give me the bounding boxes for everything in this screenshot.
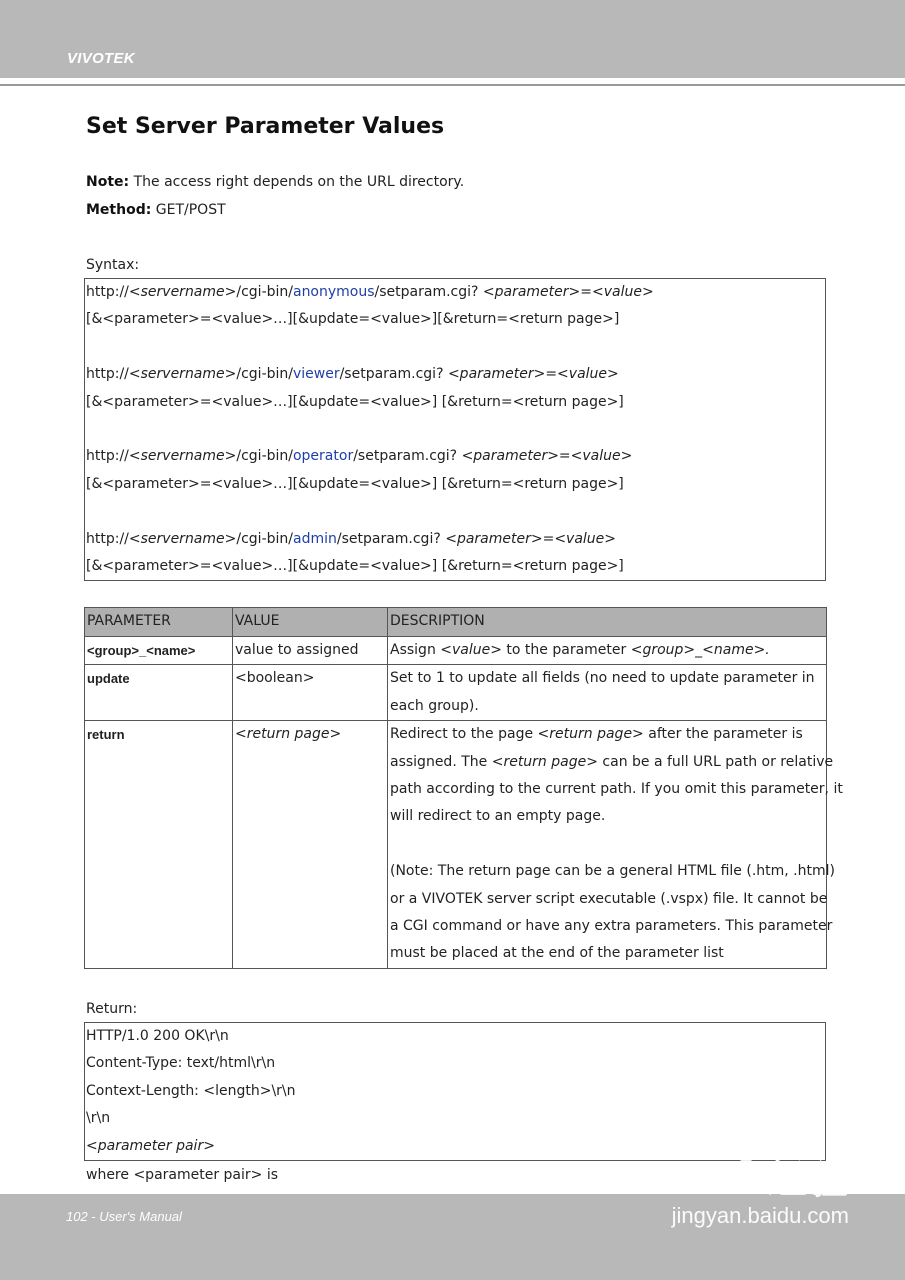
syntax-url-viewer: http://<servername>/cgi-bin/viewer/setparam.cgi? <parameter>=<value> (86, 366, 619, 383)
syntax-args-operator: [&<parameter>=<value>…][&update=<value>] [&return=<return page>] (86, 475, 624, 492)
watermark (639, 1148, 849, 1229)
syntax-args-anonymous: [&<parameter>=<value>…][&update=<value>][&return=<return page>] (86, 311, 620, 328)
syntax-args-viewer: [&<parameter>=<value>…][&update=<value>] [&return=<return page>] (86, 393, 624, 410)
param-value: <boolean> (233, 665, 388, 721)
method-text: GET/POST (151, 202, 226, 218)
param-value: value to assigned (233, 637, 388, 665)
footer-page-label: 102 - User's Manual (66, 1209, 182, 1224)
dir-admin: admin (292, 530, 337, 547)
method-label: Method: (86, 202, 152, 218)
syntax-args-admin: [&<parameter>=<value>…][&update=<value>] [&return=<return page>] (86, 557, 624, 574)
return-line: Content-Type: text/html\r\n (86, 1055, 276, 1072)
header-description: DESCRIPTION (388, 608, 827, 637)
return-line: \r\n (86, 1110, 111, 1127)
return-line: HTTP/1.0 200 OK\r\n (86, 1028, 229, 1044)
param-name: update (85, 665, 233, 721)
syntax-spacer (85, 334, 825, 361)
note-text: The access right depends on the URL directory. (129, 174, 465, 190)
param-description: Set to 1 to update all fields (no need to update parameter in each group). (388, 665, 827, 721)
brand-logo: VIVOTEK (67, 50, 135, 67)
table-row (85, 665, 827, 721)
table-row (85, 721, 827, 969)
return-line: <parameter pair> (86, 1137, 215, 1154)
syntax-url-operator: http://<servername>/cgi-bin/operator/setparam.cgi? <parameter>=<value> (86, 448, 633, 465)
syntax-spacer (85, 498, 825, 525)
where-text: where <parameter pair> is (86, 1167, 279, 1183)
note-label: Note: (86, 174, 130, 190)
param-value: <return page> (233, 721, 388, 969)
table-header-row (85, 608, 827, 637)
header-band (0, 0, 905, 78)
header-divider (0, 84, 905, 86)
header-value: VALUE (233, 608, 388, 637)
return-label: Return: (86, 1001, 138, 1017)
return-note: (Note: The return page can be a general HTML file (.htm, .html) (390, 863, 835, 880)
syntax-label: Syntax: (86, 257, 140, 273)
note-line (86, 172, 464, 192)
watermark-logo: Baidu 经验 (638, 1158, 849, 1202)
dir-operator: operator (292, 448, 354, 465)
watermark-url: jingyan.baidu.com (671, 1203, 849, 1228)
header-parameter: PARAMETER (85, 608, 233, 637)
syntax-url-anonymous: http://<servername>/cgi-bin/anonymous/setparam.cgi? <parameter>=<value> (86, 284, 654, 300)
param-name: return (85, 721, 233, 969)
page-title: Set Server Parameter Values (86, 114, 445, 139)
dir-viewer: viewer (292, 366, 340, 383)
parameter-table (84, 607, 843, 969)
syntax-url-admin: http://<servername>/cgi-bin/admin/setparam.cgi? <parameter>=<value> (86, 530, 617, 547)
method-line (86, 200, 226, 220)
syntax-box (84, 278, 826, 581)
return-box (84, 1022, 826, 1161)
dir-anonymous: anonymous (292, 284, 375, 300)
param-description: Assign <value> to the parameter <group>_<name>. (388, 637, 827, 665)
param-description: Redirect to the page <return page> after the parameter is assigned. The <return page> can be a full URL path or relative path according to the current path. If you omit this parameter, it will redirect to an empty page. (Note: The return page can be a general HTML file (.htm, .html) or a VIVOTEK server script executable (.vspx) file. It cannot be a CGI command or have any extra parameters. This parameter must be placed at the end of the parameter list (388, 721, 827, 969)
syntax-spacer (85, 416, 825, 443)
return-line: Context-Length: <length>\r\n (86, 1082, 296, 1099)
table-row (85, 637, 827, 665)
param-name: <group>_<name> (85, 637, 233, 665)
